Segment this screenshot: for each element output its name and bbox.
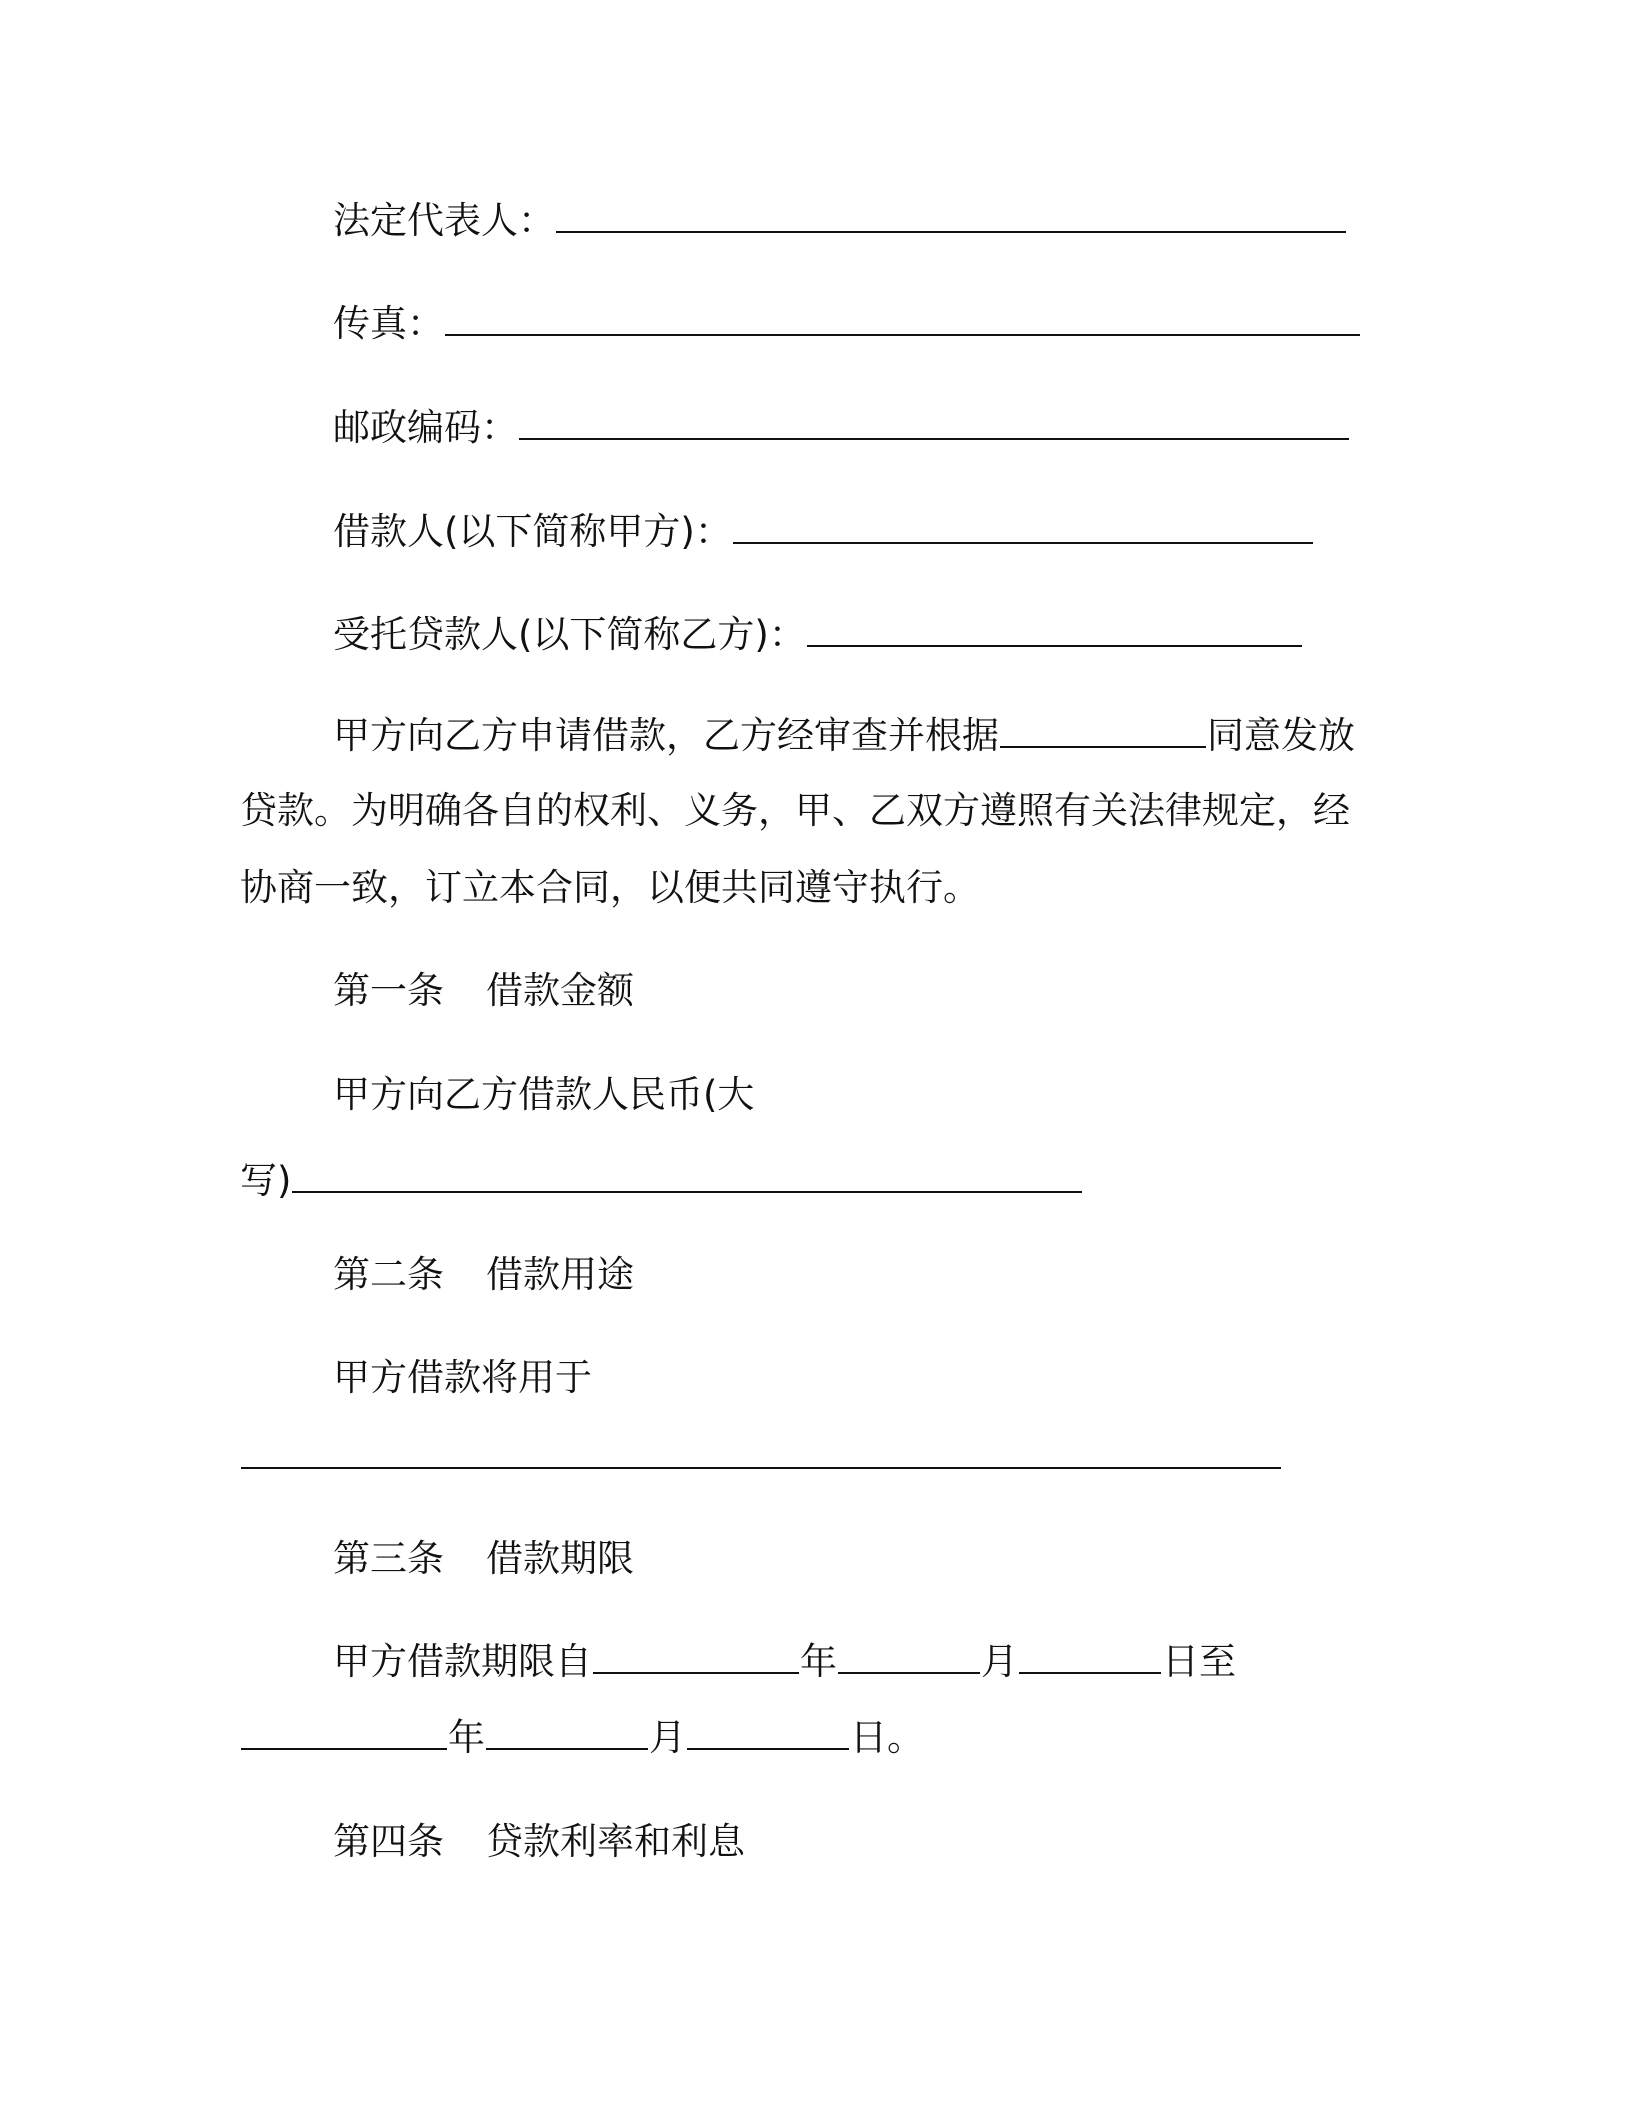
- intro-line-3: 协商一致，订立本合同，以便共同遵守执行。: [240, 866, 980, 909]
- start-month-label: 月: [981, 1640, 1018, 1683]
- purpose-blank[interactable]: [241, 1433, 1281, 1469]
- purpose-blank-line: [240, 1433, 1282, 1481]
- postal-code-label: 邮政编码：: [333, 406, 518, 449]
- amount-prefix: 写): [240, 1159, 292, 1202]
- intro-text-a: 甲方向乙方申请借款，乙方经审查并根据: [333, 714, 999, 757]
- end-year-label: 年: [448, 1716, 485, 1759]
- article-4-title: 贷款利率和利息: [486, 1820, 745, 1863]
- article-3-title: 借款期限: [486, 1537, 634, 1580]
- borrower-label: 借款人(以下简称甲方)：: [333, 510, 732, 553]
- end-month-label: 月: [649, 1716, 686, 1759]
- article-4-number: 第四条: [333, 1820, 444, 1863]
- intro-basis-blank[interactable]: [1000, 712, 1206, 748]
- legal-rep-line: [333, 197, 1347, 245]
- article-1-body-1: 甲方向乙方借款人民币(大: [333, 1073, 755, 1116]
- term-line-2: [240, 1714, 924, 1762]
- amount-blank[interactable]: [292, 1157, 1082, 1193]
- article-2-heading: [333, 1251, 634, 1299]
- article-3-number: 第三条: [333, 1537, 444, 1580]
- start-month-blank[interactable]: [838, 1638, 980, 1674]
- fax-label: 传真：: [333, 302, 444, 345]
- article-1-body-2: [240, 1157, 1083, 1205]
- intro-line-2: 贷款。为明确各自的权利、义务，甲、乙双方遵照有关法律规定，经: [240, 789, 1350, 832]
- lender-blank[interactable]: [807, 611, 1302, 647]
- borrower-blank[interactable]: [733, 508, 1313, 544]
- start-year-label: 年: [800, 1640, 837, 1683]
- lender-label: 受托贷款人(以下简称乙方)：: [333, 613, 806, 656]
- end-month-blank[interactable]: [486, 1714, 648, 1750]
- article-4-heading: [333, 1818, 745, 1866]
- term-line-1: [333, 1638, 1236, 1686]
- end-day-label: 日。: [850, 1716, 924, 1759]
- fax-line: [333, 300, 1361, 348]
- start-day-blank[interactable]: [1019, 1638, 1161, 1674]
- fax-blank[interactable]: [445, 300, 1360, 336]
- intro-text-b: 同意发放: [1207, 714, 1355, 757]
- postal-code-line: [333, 404, 1350, 452]
- article-1-title: 借款金额: [486, 969, 634, 1012]
- start-year-blank[interactable]: [593, 1638, 799, 1674]
- legal-rep-label: 法定代表人：: [333, 199, 555, 242]
- article-3-heading: [333, 1535, 634, 1583]
- article-1-number: 第一条: [333, 969, 444, 1012]
- postal-code-blank[interactable]: [519, 404, 1349, 440]
- start-day-label: 日至: [1162, 1640, 1236, 1683]
- borrower-line: [333, 508, 1314, 556]
- article-2-number: 第二条: [333, 1253, 444, 1296]
- intro-line-1: [333, 712, 1355, 760]
- lender-line: [333, 611, 1303, 659]
- article-1-heading: [333, 967, 634, 1015]
- end-year-blank[interactable]: [241, 1714, 447, 1750]
- legal-rep-blank[interactable]: [556, 197, 1346, 233]
- end-day-blank[interactable]: [687, 1714, 849, 1750]
- article-2-body: 甲方借款将用于: [333, 1356, 592, 1399]
- term-prefix: 甲方借款期限自: [333, 1640, 592, 1683]
- article-2-title: 借款用途: [486, 1253, 634, 1296]
